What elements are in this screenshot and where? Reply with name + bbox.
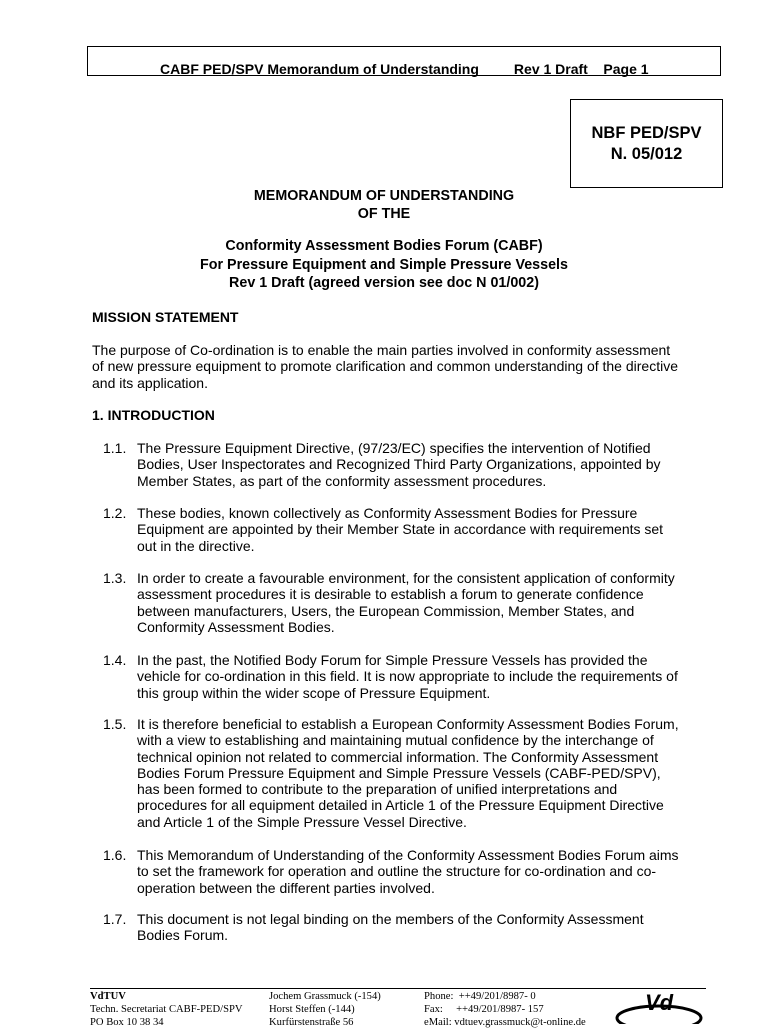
list-item xyxy=(103,911,683,944)
item-number: 1.3. xyxy=(103,570,127,586)
footer-po-box: PO Box 10 38 34 xyxy=(90,1017,164,1028)
footer-email: eMail: vdtuev.grassmuck@t-online.de xyxy=(424,1017,586,1028)
item-text: It is therefore beneficial to establish a European Conformity Assessment Bodies Forum, with a view to establishing and maintaining mutual confidence by the interchange of technical opinion not related to commercial information. The Conformity Assessment Bodies Forum Pressure Equipment and Simple Pressure Vessels (CABF-PED/SPV), has been formed to contribute to the preparation of unified interpretations and procedures for all equipment detailed in Article 1 of the Pressure Equipment Directive and Article 1 of the Simple Pressure Vessel Directive. xyxy=(137,716,679,830)
title-line-1: MEMORANDUM OF UNDERSTANDING xyxy=(253,188,515,204)
item-text: This Memorandum of Understanding of the Conformity Assessment Bodies Forum aims to set the framework for operation and outline the structure for co-ordination and co-operation between the different parties involved. xyxy=(137,847,679,896)
title-line-2: OF THE xyxy=(357,206,411,222)
item-text: The Pressure Equipment Directive, (97/23/EC) specifies the intervention of Notified Bodies, User Inspectorates and Recognized Third Party Organizations, appointed by Member States, as part of the conformity assessment procedures. xyxy=(137,440,661,489)
item-text: This document is not legal binding on the members of the Conformity Assessment Bodies Forum. xyxy=(137,911,644,944)
list-item xyxy=(103,716,683,830)
list-item xyxy=(103,440,683,489)
footer-fax: Fax: ++49/201/8987- 157 xyxy=(424,1004,544,1015)
item-text: In the past, the Notified Body Forum for Simple Pressure Vessels has provided the vehicle for co-ordination in this field. It is now appropriate to include the requirements of this group within the wider scope of Pressure Equipment. xyxy=(137,652,678,701)
list-item xyxy=(103,505,683,554)
running-header: CABF PED/SPV Memorandum of Understanding Rev 1 Draft Page 1 xyxy=(160,61,649,77)
item-text: In order to create a favourable environment, for the consistent application of conformity assessment procedures it is desirable to establish a forum to generate confidence between manufacturers, Users, the European Commission, Member States, and Conformity Assessment Bodies. xyxy=(137,570,675,635)
item-number: 1.2. xyxy=(103,505,127,521)
footer-contacts xyxy=(269,990,381,1029)
vdtuv-logo xyxy=(612,990,706,1024)
footer-contact-1: Jochem Grassmuck (-154) xyxy=(269,991,381,1002)
item-number: 1.7. xyxy=(103,911,127,927)
footer-street: Kurfürstenstraße 56 xyxy=(269,1017,354,1028)
title-line-5: Rev 1 Draft (agreed version see doc N 01/002) xyxy=(229,275,539,291)
footer-communication xyxy=(424,990,586,1029)
item-number: 1.1. xyxy=(103,440,127,456)
footer-secretariat: Techn. Secretariat CABF-PED/SPV xyxy=(90,1004,243,1015)
reference-line-1: NBF PED/SPV xyxy=(591,123,702,142)
item-number: 1.6. xyxy=(103,847,127,863)
mission-text: The purpose of Co-ordination is to enable the main parties involved in conformity assessment of new pressure equipment to promote clarification and common understanding of the directive and its application. xyxy=(92,342,678,391)
introduction-heading: 1. INTRODUCTION xyxy=(92,407,215,423)
list-item xyxy=(103,652,683,701)
list-item xyxy=(103,847,683,896)
document-reference-box xyxy=(570,99,723,188)
mission-heading: MISSION STATEMENT xyxy=(92,309,239,325)
footer-organisation xyxy=(90,990,243,1029)
footer-org-name: VdTUV xyxy=(90,991,126,1002)
item-number: 1.4. xyxy=(103,652,127,668)
item-number: 1.5. xyxy=(103,716,127,732)
list-item xyxy=(103,570,683,635)
item-text: These bodies, known collectively as Conformity Assessment Bodies for Pressure Equipment are appointed by their Member State in accordance with requirements set out in the directive. xyxy=(137,505,664,554)
title-line-4: For Pressure Equipment and Simple Pressure Vessels xyxy=(200,257,568,273)
footer-divider xyxy=(90,988,706,989)
logo-text: Vd xyxy=(644,990,674,1015)
footer-phone: Phone: ++49/201/8987- 0 xyxy=(424,991,536,1002)
title-line-3: Conformity Assessment Bodies Forum (CABF) xyxy=(225,238,543,254)
footer-contact-2: Horst Steffen (-144) xyxy=(269,1004,355,1015)
reference-line-2: N. 05/012 xyxy=(610,144,683,163)
